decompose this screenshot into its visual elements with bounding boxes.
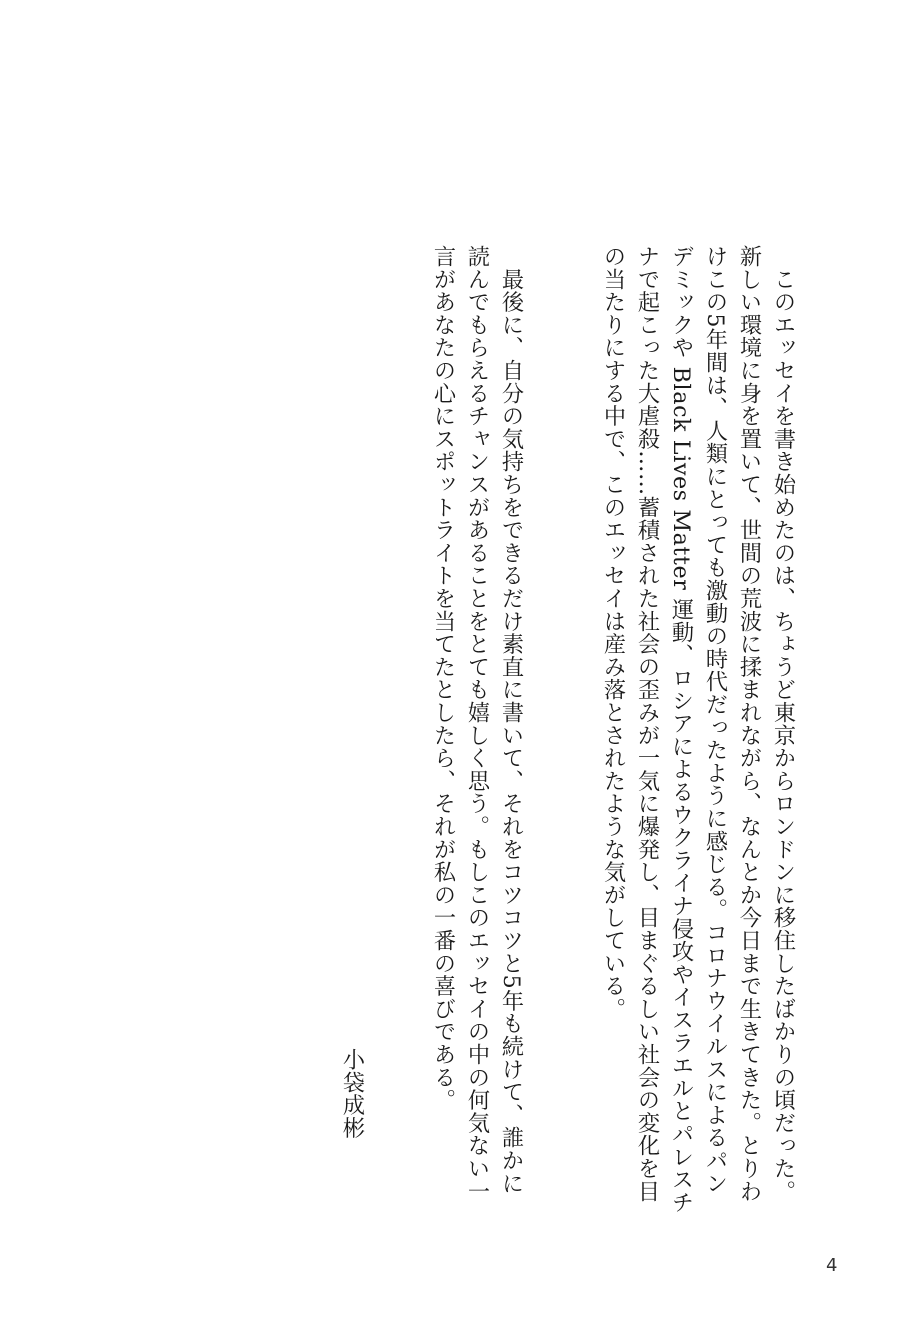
essay-line-2: 新しい環境に身を置いて、世間の荒波に揉まれながら、なんとか今日まで生きてきた。とりわ [736, 245, 762, 1203]
essay-line-7: 最後に、自分の気持ちをできるだけ素直に書いて、それをコツコツと5年も続けて、誰かに [498, 245, 524, 1195]
essay-line-9: 言があなたの心にスポットライトを当てたとしたら、それが私の一番の喜びである。 [430, 245, 456, 1112]
essay-line-6: の当たりにする中で、このエッセイは産み落とされたような気がしている。 [600, 245, 626, 1021]
author-signature: 小袋成彬 [339, 1048, 365, 1140]
essay-line-4: デミックや Black Lives Matter 運動、ロシアによるウクライナ侵攻やイスラエルとパレスチ [668, 245, 694, 1214]
essay-line-3: けこの5年間は、人類にとっても激動の時代だったように感じる。コロナウイルスによるパン [702, 245, 728, 1195]
essay-line-5: ナで起こった大虐殺……蓄積された社会の歪みが一気に爆発し、目まぐるしい社会の変化を目 [634, 245, 660, 1203]
essay-line-8: 読んでもらえるチャンスがあることをとても嬉しく思う。もしこのエッセイの中の何気ない一 [464, 245, 490, 1203]
page-number: 4 [826, 1255, 838, 1276]
essay-line-1: このエッセイを書き始めたのは、ちょうど東京からロンドンに移住したばかりの頃だった。 [770, 245, 796, 1203]
